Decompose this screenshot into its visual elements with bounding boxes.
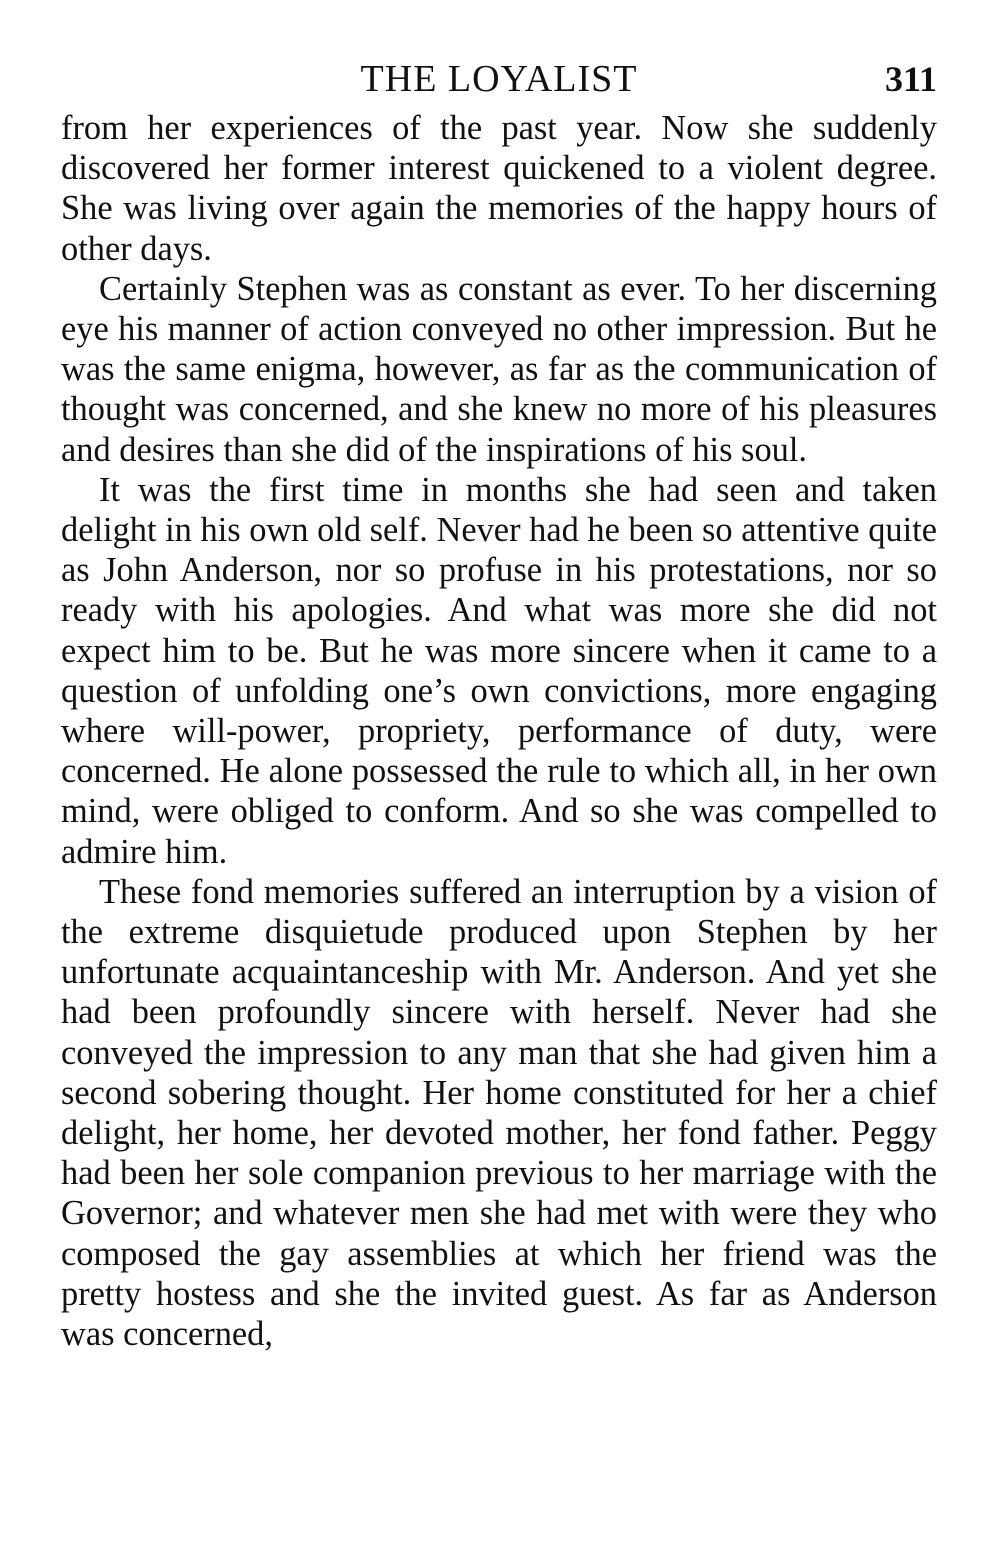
book-page xyxy=(61,50,937,1354)
paragraph: These fond memories suffered an interruption by a vision of the extreme disquietude produced upon Stephen by her unfortunate acquaintanceship with Mr. Anderson. And yet she had been profoundly sincere with herself. Never had she conveyed the impression to any man that she had given him a second sobering thought. Her home constituted for her a chief delight, her home, her devoted mother, her fond father. Peggy had been her sole companion previous to her marriage with the Governor; and whatever men she had met with were they who composed the gay assemblies at which her friend was the pretty hostess and she the invited guest. As far as Anderson was concerned, xyxy=(61,872,937,1354)
running-head xyxy=(61,50,937,108)
paragraph: Certainly Stephen was as constant as ever. To her discerning eye his manner of action conveyed no other impression. But he was the same enigma, however, as far as the communication of thought was concerned, and she knew no more of his pleasures and desires than she did of the inspirations of his soul. xyxy=(61,269,937,469)
page-number: 311 xyxy=(884,59,937,99)
paragraph: It was the first time in months she had seen and taken delight in his own old self. Never had he been so attentive quite as John Anderson, nor so profuse in his protestations, nor so ready with his apologies. And what was more she did not expect him to be. But he was more sincere when it came to a question of unfolding one’s own convictions, more engaging where will-power, propriety, performance of duty, were concerned. He alone possessed the rule to which all, in her own mind, were obliged to conform. And so she was compelled to admire him. xyxy=(61,470,937,871)
running-title: THE LOYALIST xyxy=(360,58,638,100)
paragraph: from her experiences of the past year. Now she suddenly discovered her former interest quickened to a violent degree. She was living over again the memories of the happy hours of other days. xyxy=(61,109,937,268)
body-text xyxy=(61,108,937,1354)
